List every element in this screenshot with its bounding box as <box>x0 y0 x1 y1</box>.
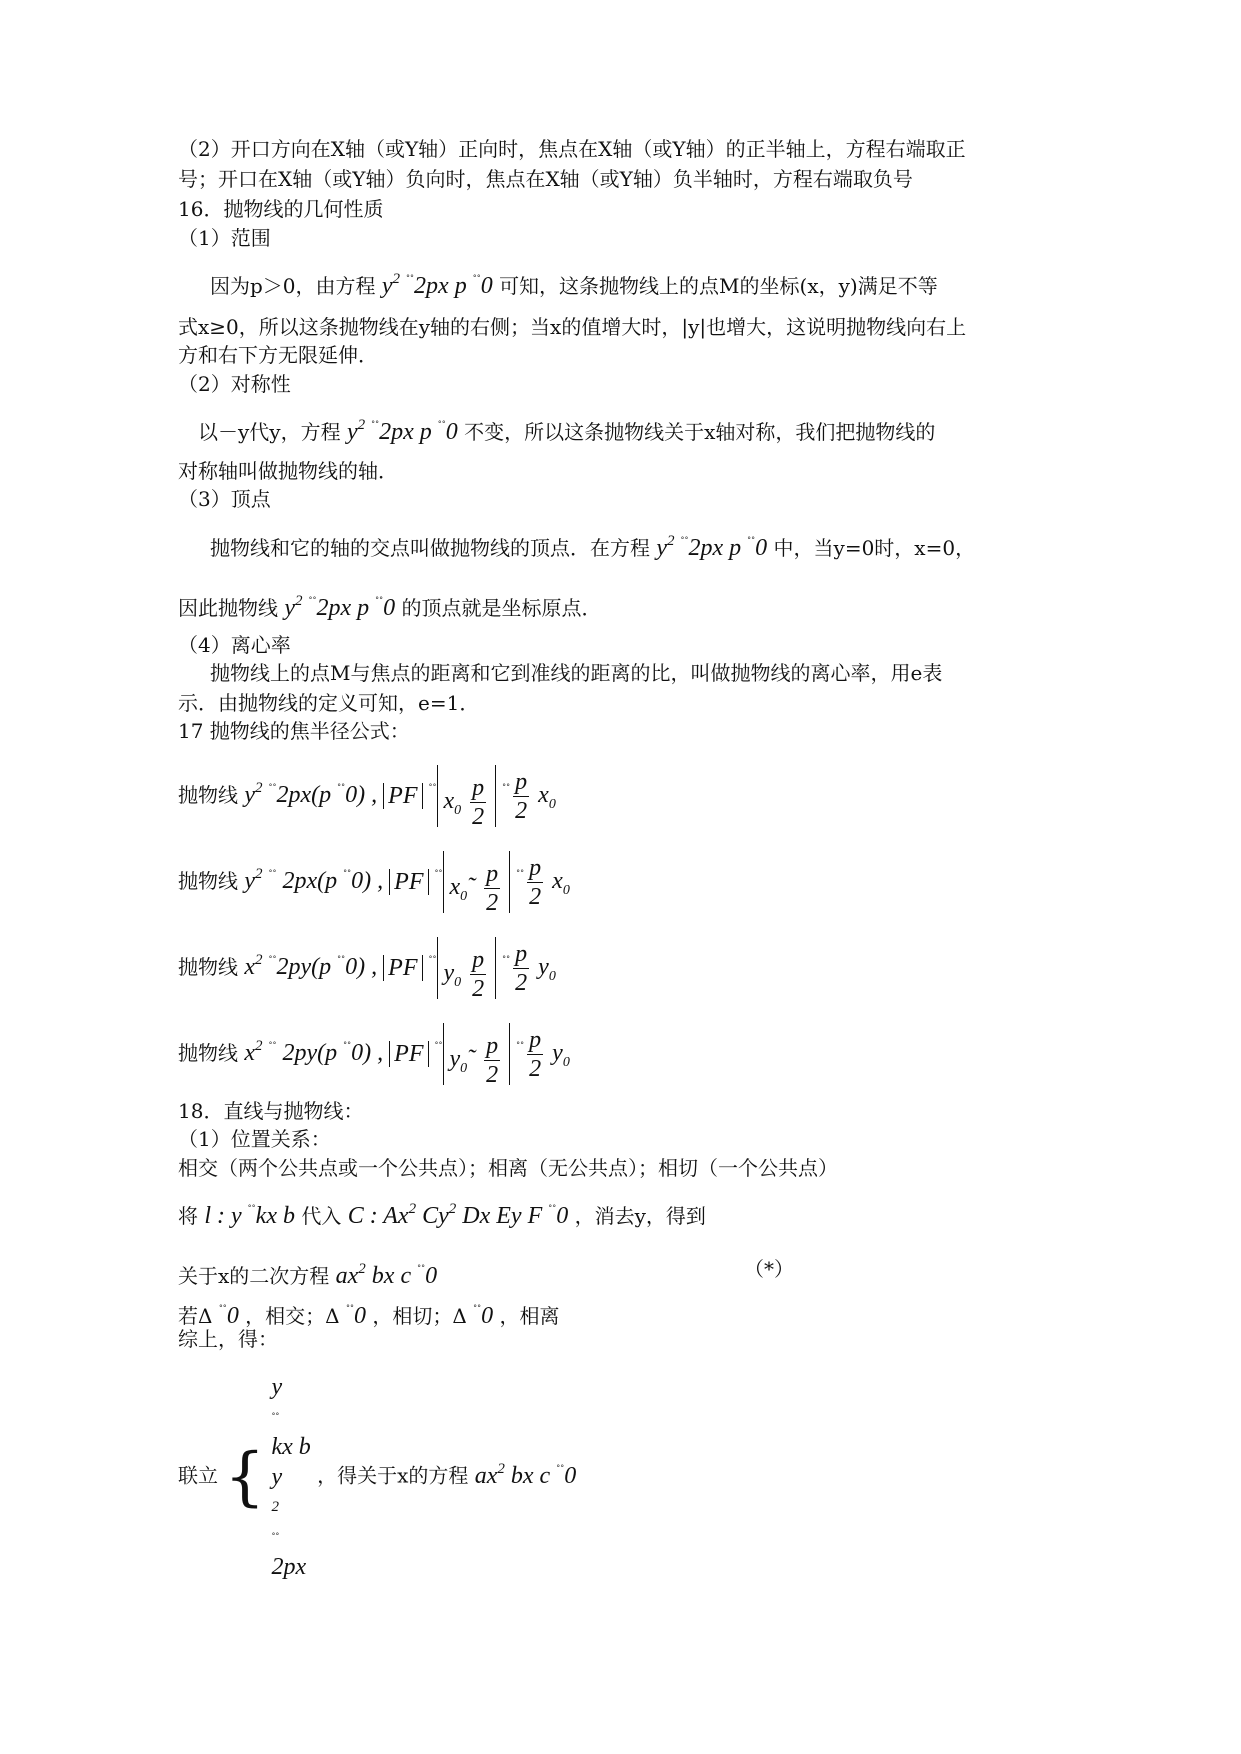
text-span: 不变，所以这条抛物线关于x轴对称，我们把抛物线的 <box>464 420 936 444</box>
text-span: 因此抛物线 <box>178 596 278 620</box>
text-span: 因为p＞0，由方程 <box>210 274 376 298</box>
text-line: 示．由抛物线的定义可知，e=1． <box>178 691 480 715</box>
text-line: 式x≥0，所以这条抛物线在y轴的右侧；当x的值增大时，|y|也增大，这说明抛物线向右上 <box>178 315 967 339</box>
text-span: 抛物线 <box>178 1041 238 1065</box>
text-line: 将 l : y ˚˚kx b 代入 C : Ax$^2$ Cy$^2$ Dx Ey F ˚˚0 ，消去y，得到 <box>178 1201 706 1229</box>
equation-tag: （*） <box>744 1257 794 1281</box>
focal-radius-formula-3: 抛物线 $x^2$ ˚˚2py(p ˚˚0) , PF $^{˚˚}y_0$ $\frac{p}{2}$ ˚˚ $\frac{p}{2}$ $y_0$ <box>178 924 556 996</box>
text-span: ，相切；Δ <box>372 1304 467 1328</box>
text-line: 方和右下方无限延伸． <box>178 343 378 367</box>
text-span: 抛物线和它的轴的交点叫做抛物线的顶点．在方程 <box>210 536 650 560</box>
text-span: ，得关于x的方程 <box>317 1463 469 1488</box>
text-line <box>198 412 935 445</box>
text-span: ，相交；Δ <box>245 1304 340 1328</box>
text-line: 抛物线上的点M与焦点的距离和它到准线的距离的比，叫做抛物线的离心率，用e表 <box>210 661 943 685</box>
text-span: 抛物线 <box>178 783 238 807</box>
text-line: 相交（两个公共点或一个公共点）；相离（无公共点）；相切（一个公共点） <box>178 1156 838 1180</box>
text-line: 对称轴叫做抛物线的轴． <box>178 459 398 483</box>
text-span: 的顶点就是坐标原点． <box>401 596 602 620</box>
text-line: 关于x的二次方程 $ax^2$ bx c ˚˚0 <box>178 1261 438 1289</box>
subsection-heading: （2）对称性 <box>178 372 291 396</box>
text-span: 可知，这条抛物线上的点M的坐标(x，y)满足不等 <box>499 274 938 298</box>
text-span: 联立 <box>178 1463 218 1488</box>
text-line <box>178 588 602 621</box>
focal-radius-formula-1: 抛物线 $y^2$ ˚˚2px(p ˚˚0) , PF $^{˚˚}x_0$ $\frac{p}{2}$ ˚˚ $\frac{p}{2}$ $x_0$ <box>178 752 556 824</box>
text-span: ，消去y，得到 <box>574 1204 706 1228</box>
subsection-heading: （1）范围 <box>178 226 271 250</box>
subsection-heading: （4）离心率 <box>178 633 291 657</box>
text-line: 号；开口在X轴（或Y轴）负向时，焦点在X轴（或Y轴）负半轴时，方程右端取负号 <box>178 167 913 191</box>
text-span: 将 <box>178 1204 198 1228</box>
section-heading: 17 抛物线的焦半径公式： <box>178 719 410 743</box>
text-span: 若Δ <box>178 1304 213 1328</box>
section-heading: 16．抛物线的几何性质 <box>178 197 384 221</box>
text-span: 关于x的二次方程 <box>178 1264 330 1288</box>
text-span: 抛物线 <box>178 955 238 979</box>
brace-icon: { <box>224 1440 266 1514</box>
text-span: 中，当y=0时，x=0， <box>773 536 976 560</box>
text-span: 以－y代y，方程 <box>198 420 341 444</box>
text-span: ，相离 <box>499 1304 560 1328</box>
focal-radius-formula-2: 抛物线 $y^2$ ˚˚ 2px(p ˚˚0) , PF $^{˚˚}x_0˜$ $\frac{p}{2}$ ˚˚ $\frac{p}{2}$ $x_0$ <box>178 838 570 910</box>
subsection-heading: （1）位置关系： <box>178 1127 331 1151</box>
text-span: 抛物线 <box>178 869 238 893</box>
text-line: （2）开口方向在X轴（或Y轴）正向时，焦点在X轴（或Y轴）的正半轴上，方程右端取正 <box>178 137 966 161</box>
formula-parabola-eq: $y^2$ ˚˚2px p ˚˚0 <box>381 271 493 299</box>
section-heading: 18．直线与抛物线： <box>178 1099 364 1123</box>
system-of-equations: 联立 { y ˚˚ kx b y 2 ˚˚ 2px ，得关于x的方程 $ax^2$ bx c ˚˚0 <box>178 1374 577 1580</box>
formula-parabola-eq: $y^2$ ˚˚2px p ˚˚0 <box>346 417 458 445</box>
text-line: 综上，得： <box>178 1327 278 1351</box>
text-line <box>210 528 975 561</box>
formula-parabola-eq: $y^2$ ˚˚2px p ˚˚0 <box>284 593 396 621</box>
text-span: 代入 <box>301 1204 342 1228</box>
text-line <box>210 266 938 299</box>
text-line: 若Δ ˚˚0 ，相交；Δ ˚˚0 ，相切；Δ ˚˚0 ，相离 <box>178 1302 560 1329</box>
formula-parabola-eq: $y^2$ ˚˚2px p ˚˚0 <box>656 533 768 561</box>
subsection-heading: （3）顶点 <box>178 487 271 511</box>
focal-radius-formula-4: 抛物线 $x^2$ ˚˚ 2py(p ˚˚0) , PF $^{˚˚}y_0˜$ $\frac{p}{2}$ ˚˚ $\frac{p}{2}$ $y_0$ <box>178 1010 570 1082</box>
